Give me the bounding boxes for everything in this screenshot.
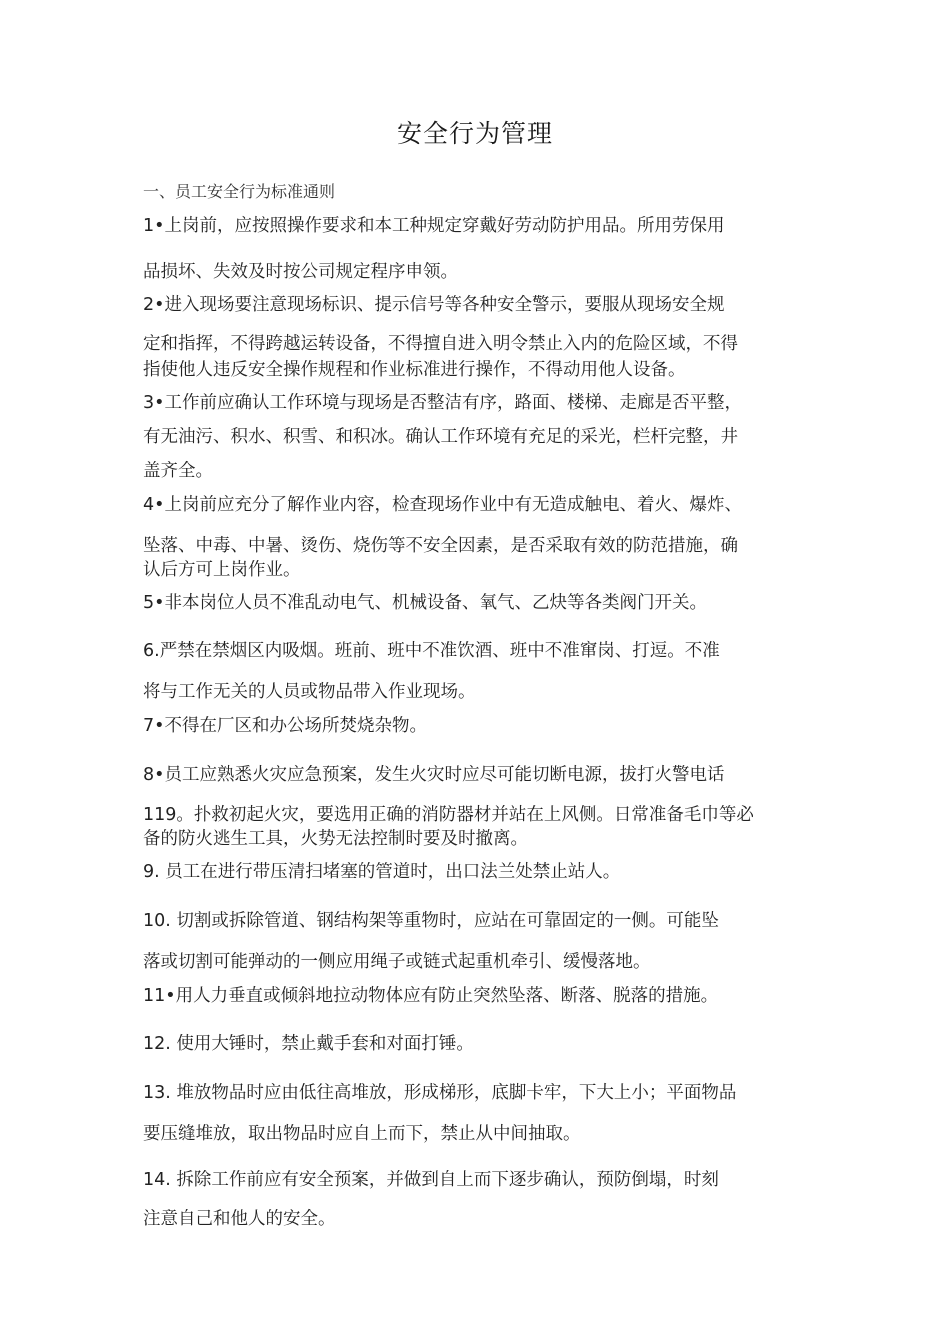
- body-line: 3•工作前应确认工作环境与现场是否整洁有序，路面、楼梯、走廊是否平整，: [143, 393, 742, 413]
- body-line: 5•非本岗位人员不准乱动电气、机械设备、氧气、乙炔等各类阀门开关。: [143, 593, 707, 613]
- body-line: 11•用人力垂直或倾斜地拉动物体应有防止突然坠落、断落、脱落的措施。: [143, 986, 719, 1006]
- body-line: 1•上岗前，应按照操作要求和本工种规定穿戴好劳动防护用品。所用劳保用: [143, 216, 725, 236]
- body-line: 将与工作无关的人员或物品带入作业现场。: [143, 682, 476, 702]
- body-line: 坠落、中毒、中暑、烫伤、烧伤等不安全因素，是否采取有效的防范措施，确: [143, 536, 738, 556]
- body-line: 14. 拆除工作前应有安全预案，并做到自上而下逐步确认，预防倒塌，时刻: [143, 1170, 719, 1190]
- body-line: 119。扑救初起火灾，要选用正确的消防器材并站在上风侧。日常准备毛巾等必: [143, 805, 754, 825]
- body-line: 品损坏、失效及时按公司规定程序申领。: [143, 262, 458, 282]
- body-line: 盖齐全。: [143, 461, 213, 481]
- body-line: 4•上岗前应充分了解作业内容，检查现场作业中有无造成触电、着火、爆炸、: [143, 495, 742, 515]
- section-heading: 一、员工安全行为标准通则: [143, 182, 336, 201]
- page-title: 安全行为管理: [396, 119, 553, 148]
- body-line: 定和指挥，不得跨越运转设备，不得擅自进入明令禁止入内的危险区域，不得: [143, 334, 738, 354]
- body-line: 6.严禁在禁烟区内吸烟。班前、班中不准饮酒、班中不准窜岗、打逗。不准: [143, 641, 720, 661]
- body-line: 有无油污、积水、积雪、和积冰。确认工作环境有充足的采光，栏杆完整，井: [143, 427, 738, 447]
- body-line: 12. 使用大锤时，禁止戴手套和对面打锤。: [143, 1034, 474, 1054]
- body-line: 8•员工应熟悉火灾应急预案，发生火灾时应尽可能切断电源，拔打火警电话: [143, 765, 725, 785]
- body-line: 注意自己和他人的安全。: [143, 1209, 336, 1229]
- body-line: 9. 员工在进行带压清扫堵塞的管道时，出口法兰处禁止站人。: [143, 862, 621, 882]
- body-line: 要压缝堆放，取出物品时应自上而下，禁止从中间抽取。: [143, 1124, 581, 1144]
- body-line: 13. 堆放物品时应由低往高堆放，形成梯形，底脚卡牢，下大上小；平面物品: [143, 1083, 737, 1103]
- body-line: 7•不得在厂区和办公场所焚烧杂物。: [143, 716, 427, 736]
- body-line: 备的防火逃生工具，火势无法控制时要及时撤离。: [143, 829, 528, 849]
- body-line: 10. 切割或拆除管道、钢结构架等重物时，应站在可靠固定的一侧。可能坠: [143, 911, 719, 931]
- body-line: 落或切割可能弹动的一侧应用绳子或链式起重机牵引、缓慢落地。: [143, 952, 651, 972]
- body-line: 指使他人违反安全操作规程和作业标准进行操作，不得动用他人设备。: [143, 360, 686, 380]
- body-line: 2•进入现场要注意现场标识、提示信号等各种安全警示，要服从现场安全规: [143, 295, 725, 315]
- body-line: 认后方可上岗作业。: [143, 560, 301, 580]
